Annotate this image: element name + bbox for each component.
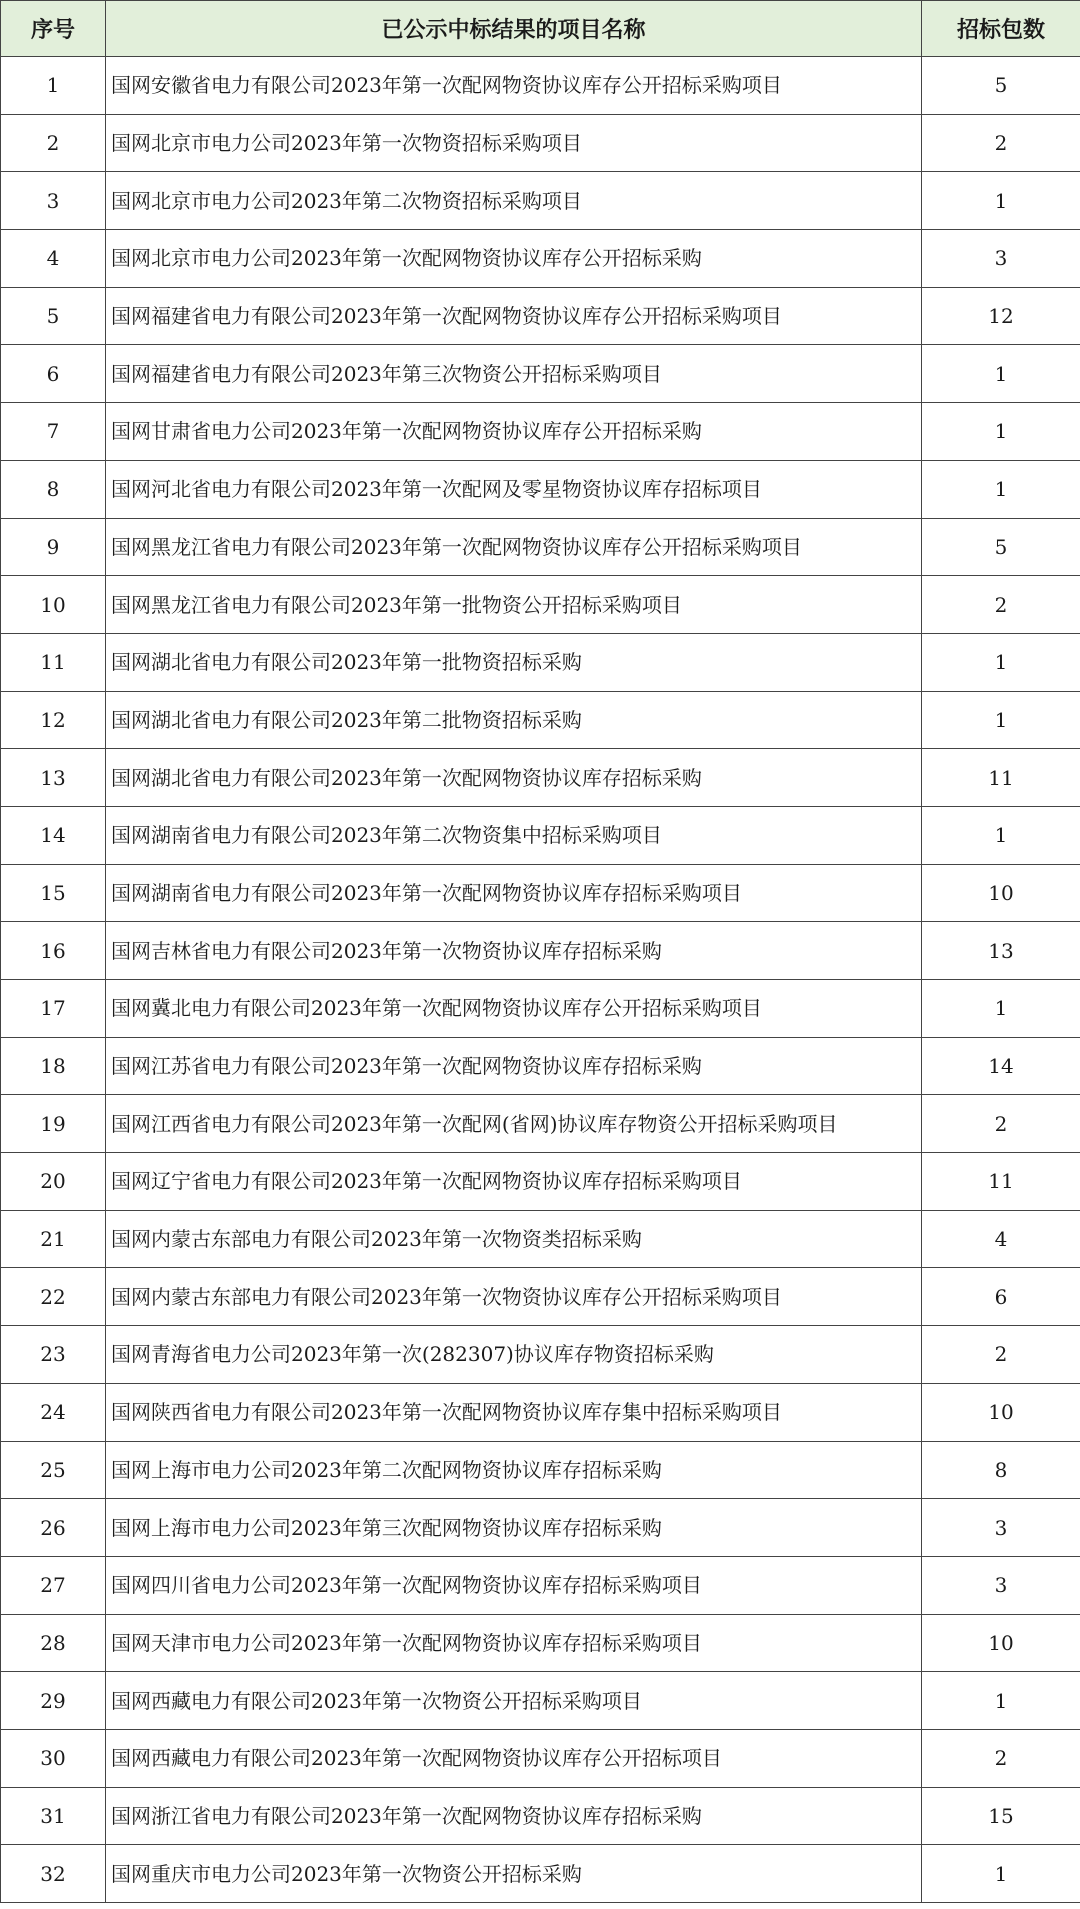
row-project-name: 国网福建省电力有限公司2023年第一次配网物资协议库存公开招标采购项目: [106, 287, 922, 345]
row-package-count: 2: [922, 1326, 1080, 1384]
row-serial-number: 21: [1, 1210, 106, 1268]
row-serial-number: 9: [1, 518, 106, 576]
table-row: [1, 114, 1080, 172]
row-serial-number: 3: [1, 172, 106, 230]
table-row: [1, 1326, 1080, 1384]
row-serial-number: 14: [1, 806, 106, 864]
table-row: [1, 922, 1080, 980]
row-package-count: 1: [922, 633, 1080, 691]
row-serial-number: 23: [1, 1326, 106, 1384]
row-project-name: 国网黑龙江省电力有限公司2023年第一批物资公开招标采购项目: [106, 576, 922, 634]
row-project-name: 国网江西省电力有限公司2023年第一次配网(省网)协议库存物资公开招标采购项目: [106, 1095, 922, 1153]
row-package-count: 2: [922, 1095, 1080, 1153]
row-serial-number: 19: [1, 1095, 106, 1153]
row-package-count: 10: [922, 864, 1080, 922]
table-row: [1, 1210, 1080, 1268]
row-serial-number: 16: [1, 922, 106, 980]
row-project-name: 国网天津市电力公司2023年第一次配网物资协议库存招标采购项目: [106, 1614, 922, 1672]
row-project-name: 国网冀北电力有限公司2023年第一次配网物资协议库存公开招标采购项目: [106, 980, 922, 1038]
row-serial-number: 27: [1, 1556, 106, 1614]
row-package-count: 12: [922, 287, 1080, 345]
table-row: [1, 806, 1080, 864]
row-package-count: 10: [922, 1383, 1080, 1441]
row-project-name: 国网浙江省电力有限公司2023年第一次配网物资协议库存招标采购: [106, 1787, 922, 1845]
row-serial-number: 24: [1, 1383, 106, 1441]
row-package-count: 6: [922, 1268, 1080, 1326]
row-serial-number: 12: [1, 691, 106, 749]
row-package-count: 4: [922, 1210, 1080, 1268]
row-package-count: 1: [922, 172, 1080, 230]
row-serial-number: 30: [1, 1729, 106, 1787]
table-row: [1, 1095, 1080, 1153]
table-row: [1, 980, 1080, 1038]
row-project-name: 国网上海市电力公司2023年第二次配网物资协议库存招标采购: [106, 1441, 922, 1499]
row-package-count: 1: [922, 806, 1080, 864]
row-project-name: 国网安徽省电力有限公司2023年第一次配网物资协议库存公开招标采购项目: [106, 57, 922, 115]
table-row: [1, 345, 1080, 403]
row-serial-number: 26: [1, 1499, 106, 1557]
table-row: [1, 1383, 1080, 1441]
row-project-name: 国网北京市电力公司2023年第一次物资招标采购项目: [106, 114, 922, 172]
row-project-name: 国网上海市电力公司2023年第三次配网物资协议库存招标采购: [106, 1499, 922, 1557]
row-serial-number: 15: [1, 864, 106, 922]
row-serial-number: 29: [1, 1672, 106, 1730]
row-serial-number: 22: [1, 1268, 106, 1326]
table-row: [1, 518, 1080, 576]
row-project-name: 国网吉林省电力有限公司2023年第一次物资协议库存招标采购: [106, 922, 922, 980]
row-project-name: 国网河北省电力有限公司2023年第一次配网及零星物资协议库存招标项目: [106, 460, 922, 518]
row-project-name: 国网青海省电力公司2023年第一次(282307)协议库存物资招标采购: [106, 1326, 922, 1384]
row-serial-number: 2: [1, 114, 106, 172]
row-package-count: 1: [922, 460, 1080, 518]
row-package-count: 1: [922, 691, 1080, 749]
row-project-name: 国网陕西省电力有限公司2023年第一次配网物资协议库存集中招标采购项目: [106, 1383, 922, 1441]
row-project-name: 国网湖南省电力有限公司2023年第一次配网物资协议库存招标采购项目: [106, 864, 922, 922]
row-package-count: 1: [922, 1672, 1080, 1730]
row-project-name: 国网重庆市电力公司2023年第一次物资公开招标采购: [106, 1845, 922, 1903]
row-project-name: 国网西藏电力有限公司2023年第一次物资公开招标采购项目: [106, 1672, 922, 1730]
row-serial-number: 5: [1, 287, 106, 345]
table-row: [1, 1153, 1080, 1211]
row-serial-number: 6: [1, 345, 106, 403]
row-project-name: 国网北京市电力公司2023年第一次配网物资协议库存公开招标采购: [106, 230, 922, 288]
table-row: [1, 1556, 1080, 1614]
row-project-name: 国网西藏电力有限公司2023年第一次配网物资协议库存公开招标项目: [106, 1729, 922, 1787]
row-project-name: 国网湖北省电力有限公司2023年第一次配网物资协议库存招标采购: [106, 749, 922, 807]
row-package-count: 5: [922, 518, 1080, 576]
row-project-name: 国网福建省电力有限公司2023年第三次物资公开招标采购项目: [106, 345, 922, 403]
row-project-name: 国网北京市电力公司2023年第二次物资招标采购项目: [106, 172, 922, 230]
row-serial-number: 25: [1, 1441, 106, 1499]
table-row: [1, 1845, 1080, 1903]
row-project-name: 国网黑龙江省电力有限公司2023年第一次配网物资协议库存公开招标采购项目: [106, 518, 922, 576]
table-row: [1, 172, 1080, 230]
table-row: [1, 691, 1080, 749]
row-package-count: 14: [922, 1037, 1080, 1095]
row-package-count: 10: [922, 1614, 1080, 1672]
row-package-count: 3: [922, 230, 1080, 288]
header-serial-number: 序号: [1, 1, 106, 57]
row-package-count: 1: [922, 1845, 1080, 1903]
row-package-count: 3: [922, 1556, 1080, 1614]
table-row: [1, 460, 1080, 518]
row-serial-number: 32: [1, 1845, 106, 1903]
row-package-count: 15: [922, 1787, 1080, 1845]
table-row: [1, 1729, 1080, 1787]
table-row: [1, 57, 1080, 115]
row-serial-number: 4: [1, 230, 106, 288]
table-row: [1, 287, 1080, 345]
row-serial-number: 8: [1, 460, 106, 518]
row-package-count: 1: [922, 345, 1080, 403]
row-project-name: 国网内蒙古东部电力有限公司2023年第一次物资协议库存公开招标采购项目: [106, 1268, 922, 1326]
row-package-count: 11: [922, 749, 1080, 807]
row-serial-number: 20: [1, 1153, 106, 1211]
row-serial-number: 1: [1, 57, 106, 115]
header-row: [1, 1, 1080, 57]
row-project-name: 国网湖南省电力有限公司2023年第二次物资集中招标采购项目: [106, 806, 922, 864]
table-header: [1, 1, 1080, 57]
row-serial-number: 11: [1, 633, 106, 691]
header-package-count: 招标包数: [922, 1, 1080, 57]
table-row: [1, 403, 1080, 461]
row-package-count: 3: [922, 1499, 1080, 1557]
table-row: [1, 864, 1080, 922]
row-package-count: 1: [922, 403, 1080, 461]
table-row: [1, 1268, 1080, 1326]
table-row: [1, 749, 1080, 807]
row-serial-number: 17: [1, 980, 106, 1038]
row-serial-number: 18: [1, 1037, 106, 1095]
table-row: [1, 1672, 1080, 1730]
table-row: [1, 1614, 1080, 1672]
table-row: [1, 1499, 1080, 1557]
table-row: [1, 633, 1080, 691]
row-project-name: 国网辽宁省电力有限公司2023年第一次配网物资协议库存招标采购项目: [106, 1153, 922, 1211]
row-package-count: 2: [922, 576, 1080, 634]
row-package-count: 5: [922, 57, 1080, 115]
row-serial-number: 13: [1, 749, 106, 807]
row-package-count: 11: [922, 1153, 1080, 1211]
table-row: [1, 576, 1080, 634]
row-serial-number: 28: [1, 1614, 106, 1672]
table-row: [1, 1787, 1080, 1845]
row-project-name: 国网江苏省电力有限公司2023年第一次配网物资协议库存招标采购: [106, 1037, 922, 1095]
row-package-count: 2: [922, 1729, 1080, 1787]
table-row: [1, 1441, 1080, 1499]
row-project-name: 国网内蒙古东部电力有限公司2023年第一次物资类招标采购: [106, 1210, 922, 1268]
row-project-name: 国网甘肃省电力公司2023年第一次配网物资协议库存公开招标采购: [106, 403, 922, 461]
table-row: [1, 1037, 1080, 1095]
row-project-name: 国网四川省电力公司2023年第一次配网物资协议库存招标采购项目: [106, 1556, 922, 1614]
row-package-count: 2: [922, 114, 1080, 172]
table-row: [1, 230, 1080, 288]
table-body: [1, 57, 1080, 1903]
row-package-count: 1: [922, 980, 1080, 1038]
row-package-count: 13: [922, 922, 1080, 980]
row-serial-number: 31: [1, 1787, 106, 1845]
row-package-count: 8: [922, 1441, 1080, 1499]
row-project-name: 国网湖北省电力有限公司2023年第一批物资招标采购: [106, 633, 922, 691]
header-project-name: 已公示中标结果的项目名称: [106, 1, 922, 57]
row-serial-number: 10: [1, 576, 106, 634]
row-serial-number: 7: [1, 403, 106, 461]
row-project-name: 国网湖北省电力有限公司2023年第二批物资招标采购: [106, 691, 922, 749]
